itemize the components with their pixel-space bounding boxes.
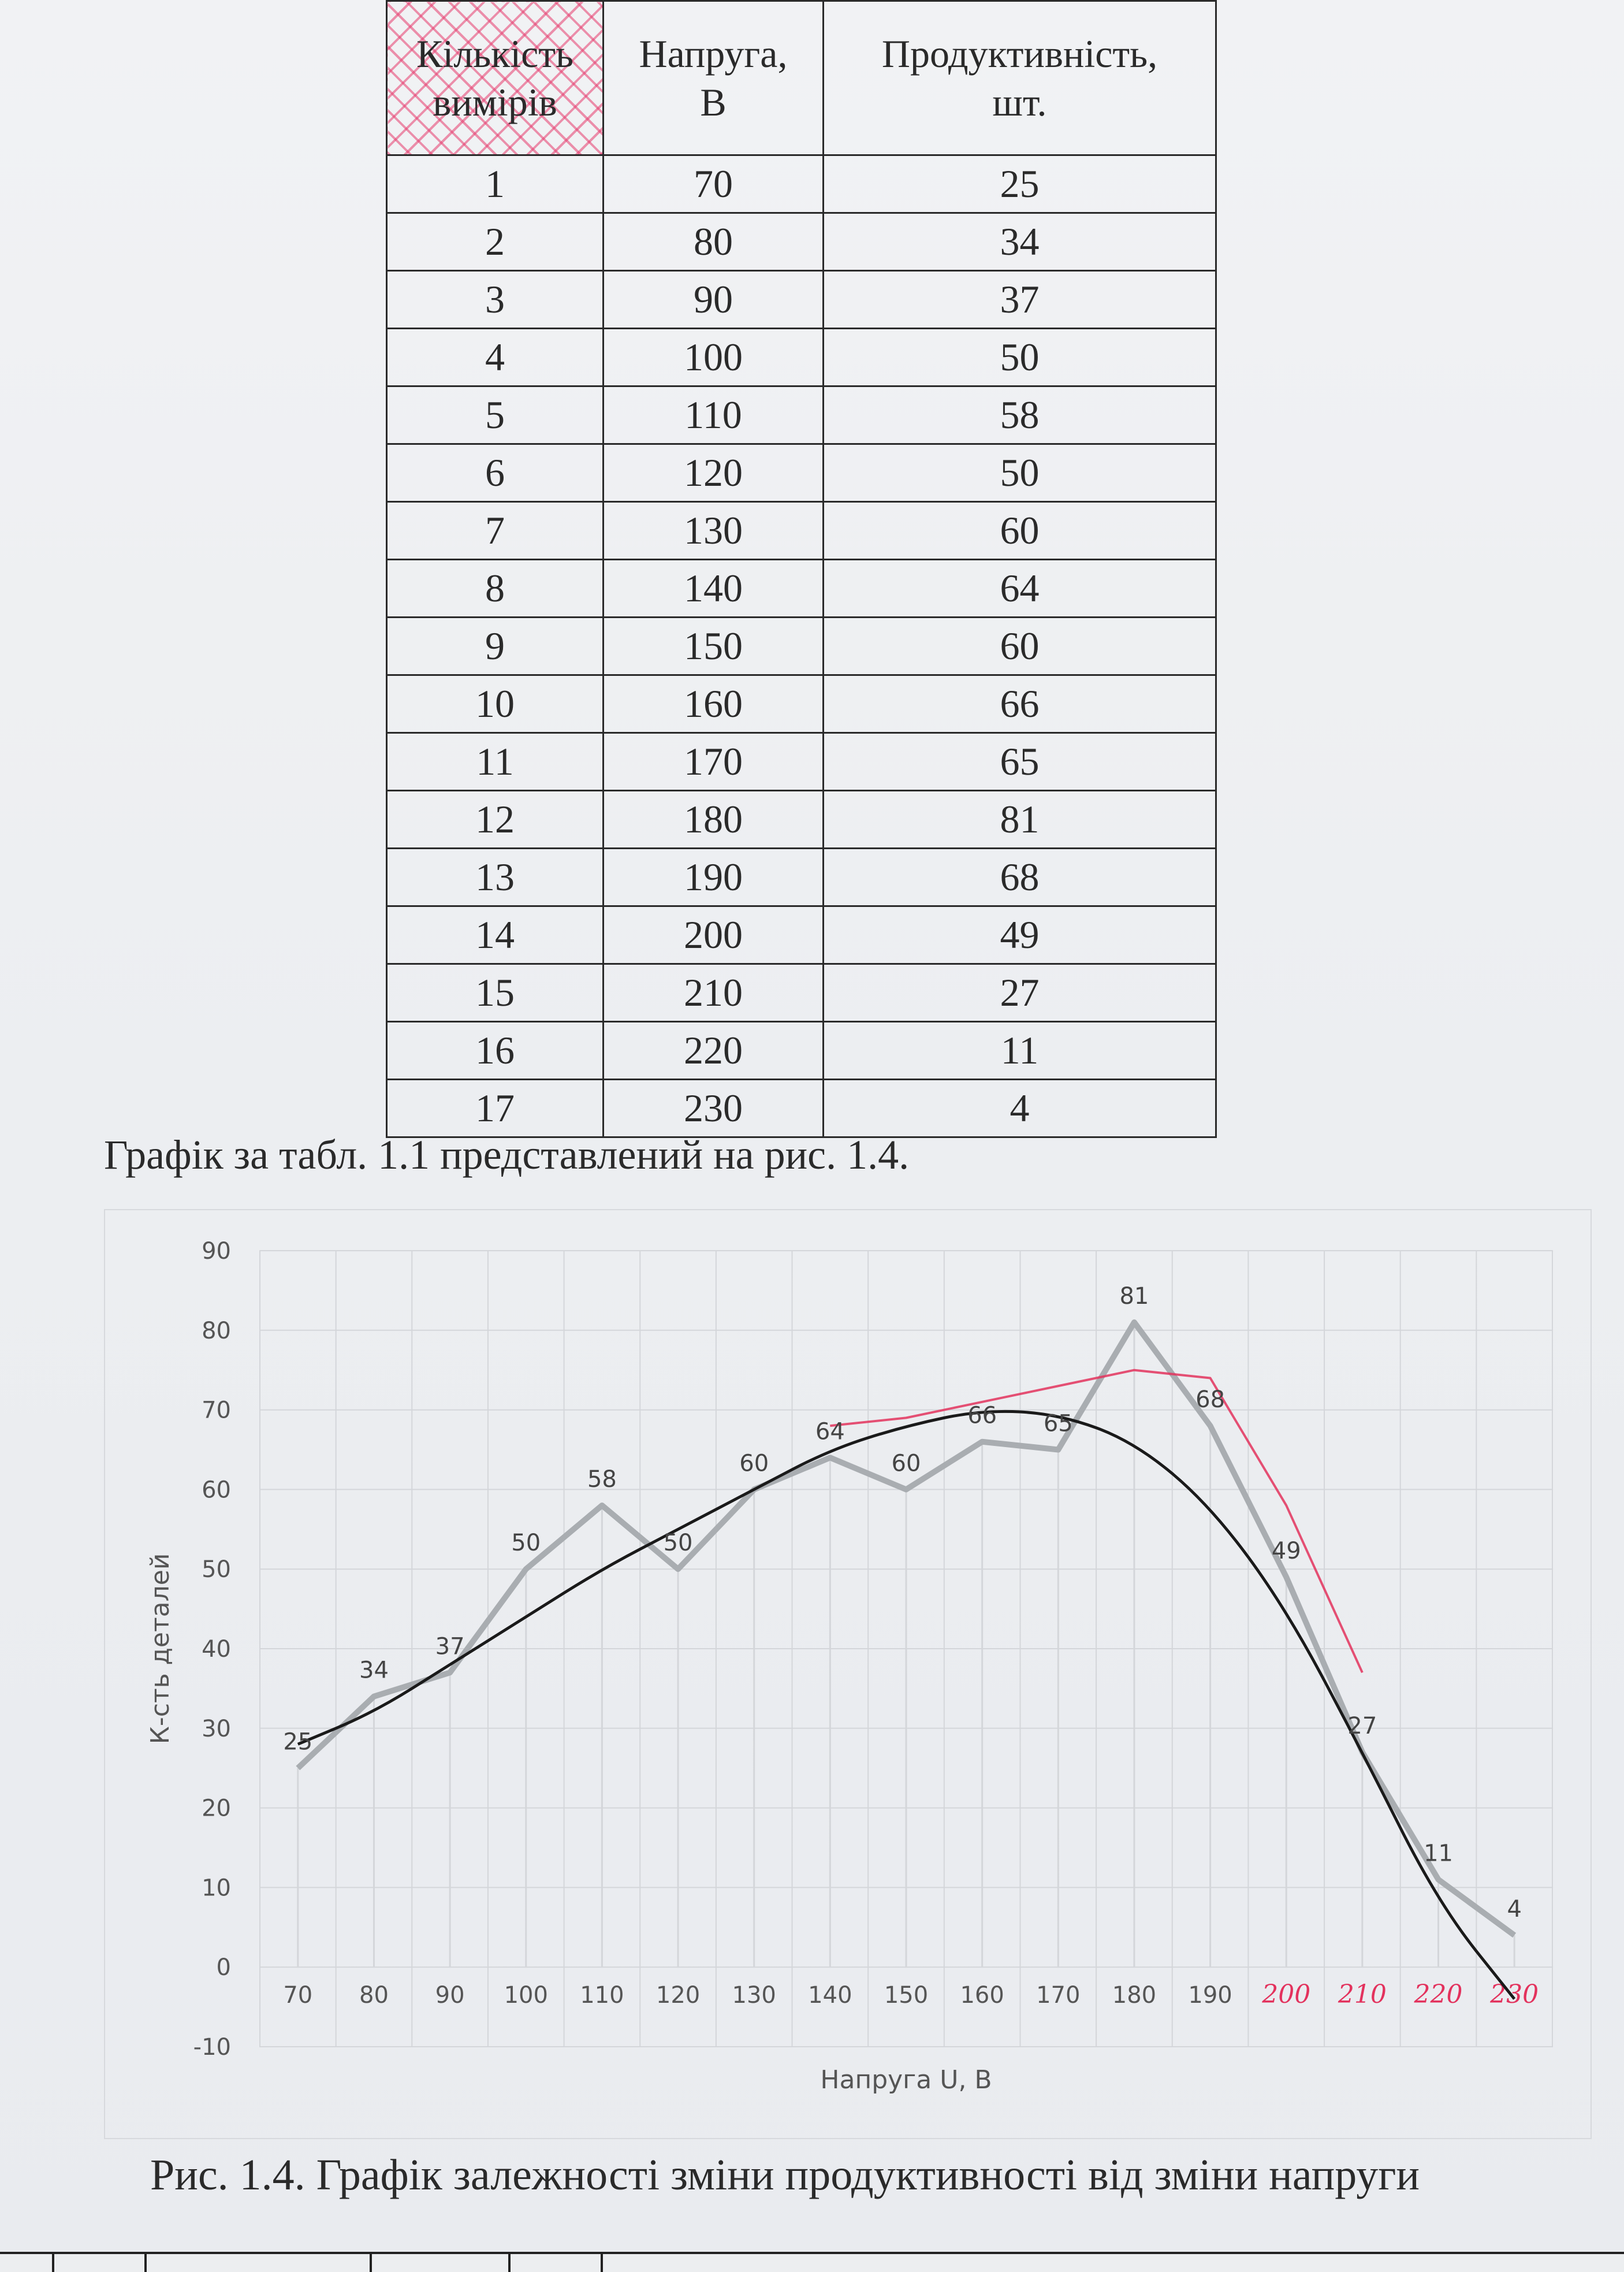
header-line: Напруга, [639,32,788,76]
x-tick-label: 140 [808,1982,852,2009]
data-label: 60 [891,1450,921,1477]
y-tick-label: 20 [202,1795,231,1822]
table-row [387,155,1216,213]
table-row [387,733,1216,791]
cell-productivity: 25 [824,155,1216,213]
cell-voltage: 70 [604,155,824,213]
figure-caption: Рис. 1.4. Графік залежності зміни продуктивності від зміни напруги [150,2151,1420,2199]
y-tick-label: 0 [216,1954,231,1981]
cell-productivity: 58 [824,386,1216,444]
table-row [387,271,1216,329]
x-tick-label: 70 [283,1982,313,2009]
data-label: 50 [663,1530,693,1557]
header-line: В [700,80,727,124]
cell-measure-number: 3 [387,271,604,329]
data-label: 66 [967,1402,997,1429]
cell-measure-number: 13 [387,849,604,906]
cell-measure-number: 8 [387,560,604,618]
x-tick-label: 80 [359,1982,389,2009]
cell-voltage: 180 [604,791,824,849]
data-label: 58 [587,1466,617,1493]
header-measure-count [387,1,604,155]
cell-measure-number: 10 [387,675,604,733]
table-row [387,1022,1216,1080]
measurement-table [386,0,1217,1138]
x-tick-label: 120 [655,1982,701,2009]
cell-voltage: 230 [604,1080,824,1137]
x-tick-label-handwritten: 200 [1262,1980,1311,2010]
cell-productivity: 68 [824,849,1216,906]
cell-productivity: 66 [824,675,1216,733]
header-line: вимірів [433,80,557,124]
cell-voltage: 200 [604,906,824,964]
cell-voltage: 210 [604,964,824,1022]
productivity-chart [105,1210,1593,2140]
data-label: 60 [739,1450,769,1477]
data-label: 65 [1043,1410,1073,1437]
cell-measure-number: 16 [387,1022,604,1080]
data-label: 49 [1271,1537,1301,1564]
cell-measure-number: 15 [387,964,604,1022]
cell-voltage: 220 [604,1022,824,1080]
cell-measure-number: 12 [387,791,604,849]
cell-measure-number: 7 [387,502,604,560]
cell-productivity: 11 [824,1022,1216,1080]
table-row [387,906,1216,964]
cell-measure-number: 5 [387,386,604,444]
table-row [387,964,1216,1022]
table-row [387,502,1216,560]
cell-voltage: 90 [604,271,824,329]
x-tick-label: 100 [504,1982,548,2009]
cell-voltage: 110 [604,386,824,444]
x-tick-label-handwritten: 230 [1490,1980,1539,2010]
cell-voltage: 170 [604,733,824,791]
x-axis-title: Напруга U, В [820,2065,992,2095]
data-label: 68 [1195,1386,1226,1414]
x-tick-label: 190 [1188,1982,1232,2009]
data-label: 27 [1347,1713,1377,1740]
cell-productivity: 27 [824,964,1216,1022]
y-axis-title: К-сть деталей [146,1553,175,1745]
x-tick-label: 90 [435,1982,465,2009]
cell-productivity: 60 [824,618,1216,675]
table-row [387,675,1216,733]
y-tick-label: 40 [202,1636,231,1663]
cell-measure-number: 9 [387,618,604,675]
data-label: 34 [359,1657,389,1684]
cell-voltage: 150 [604,618,824,675]
cell-measure-number: 1 [387,155,604,213]
header-line: шт. [992,80,1047,124]
cell-measure-number: 11 [387,733,604,791]
cell-measure-number: 4 [387,329,604,386]
y-tick-label: 50 [202,1556,231,1583]
table-row [387,560,1216,618]
x-tick-label: 150 [884,1982,929,2009]
x-tick-label-handwritten: 220 [1414,1980,1463,2010]
cell-voltage: 80 [604,213,824,271]
x-tick-label: 180 [1112,1982,1157,2009]
table-row [387,1080,1216,1137]
table-row [387,618,1216,675]
y-tick-label: 30 [202,1715,231,1742]
data-label: 50 [511,1530,541,1557]
y-tick-label: 10 [202,1875,231,1902]
header-line: Продуктивність, [881,32,1158,76]
y-tick-label: -10 [193,2034,231,2061]
y-tick-label: 60 [202,1477,231,1504]
table-row [387,213,1216,271]
cell-productivity: 81 [824,791,1216,849]
data-table-container [386,0,1217,1138]
data-label: 25 [283,1728,313,1756]
cell-productivity: 50 [824,444,1216,502]
table-row [387,386,1216,444]
header-voltage [604,1,824,155]
cell-voltage: 140 [604,560,824,618]
chart-frame [104,1209,1592,2139]
x-tick-label: 170 [1036,1982,1081,2009]
header-productivity [824,1,1216,155]
cell-measure-number: 17 [387,1080,604,1137]
cell-productivity: 4 [824,1080,1216,1137]
cell-voltage: 130 [604,502,824,560]
x-tick-label-handwritten: 210 [1338,1980,1387,2010]
graph-intro-text: Графік за табл. 1.1 представлений на рис. 1.4. [104,1132,910,1178]
data-label: 11 [1424,1840,1453,1867]
cell-measure-number: 2 [387,213,604,271]
cell-voltage: 160 [604,675,824,733]
table-row [387,329,1216,386]
table-row [387,849,1216,906]
data-label: 37 [435,1633,465,1660]
cell-productivity: 60 [824,502,1216,560]
cell-productivity: 65 [824,733,1216,791]
cell-voltage: 120 [604,444,824,502]
table-header-row [387,1,1216,155]
data-label: 4 [1507,1896,1522,1923]
page-footer-border [0,2252,1624,2272]
x-tick-label: 110 [580,1982,624,2009]
data-label: 81 [1119,1283,1149,1310]
cell-productivity: 37 [824,271,1216,329]
cell-productivity: 64 [824,560,1216,618]
y-tick-label: 70 [202,1397,231,1424]
cell-voltage: 100 [604,329,824,386]
table-row [387,444,1216,502]
x-tick-label: 130 [732,1982,776,2009]
cell-measure-number: 14 [387,906,604,964]
y-tick-label: 80 [202,1317,231,1344]
header-line: Кількість [416,32,574,76]
table-row [387,791,1216,849]
data-label: 64 [815,1418,845,1445]
y-tick-label: 90 [202,1238,231,1265]
x-tick-label: 160 [960,1982,1004,2009]
cell-productivity: 49 [824,906,1216,964]
cell-productivity: 50 [824,329,1216,386]
cell-productivity: 34 [824,213,1216,271]
cell-measure-number: 6 [387,444,604,502]
cell-voltage: 190 [604,849,824,906]
